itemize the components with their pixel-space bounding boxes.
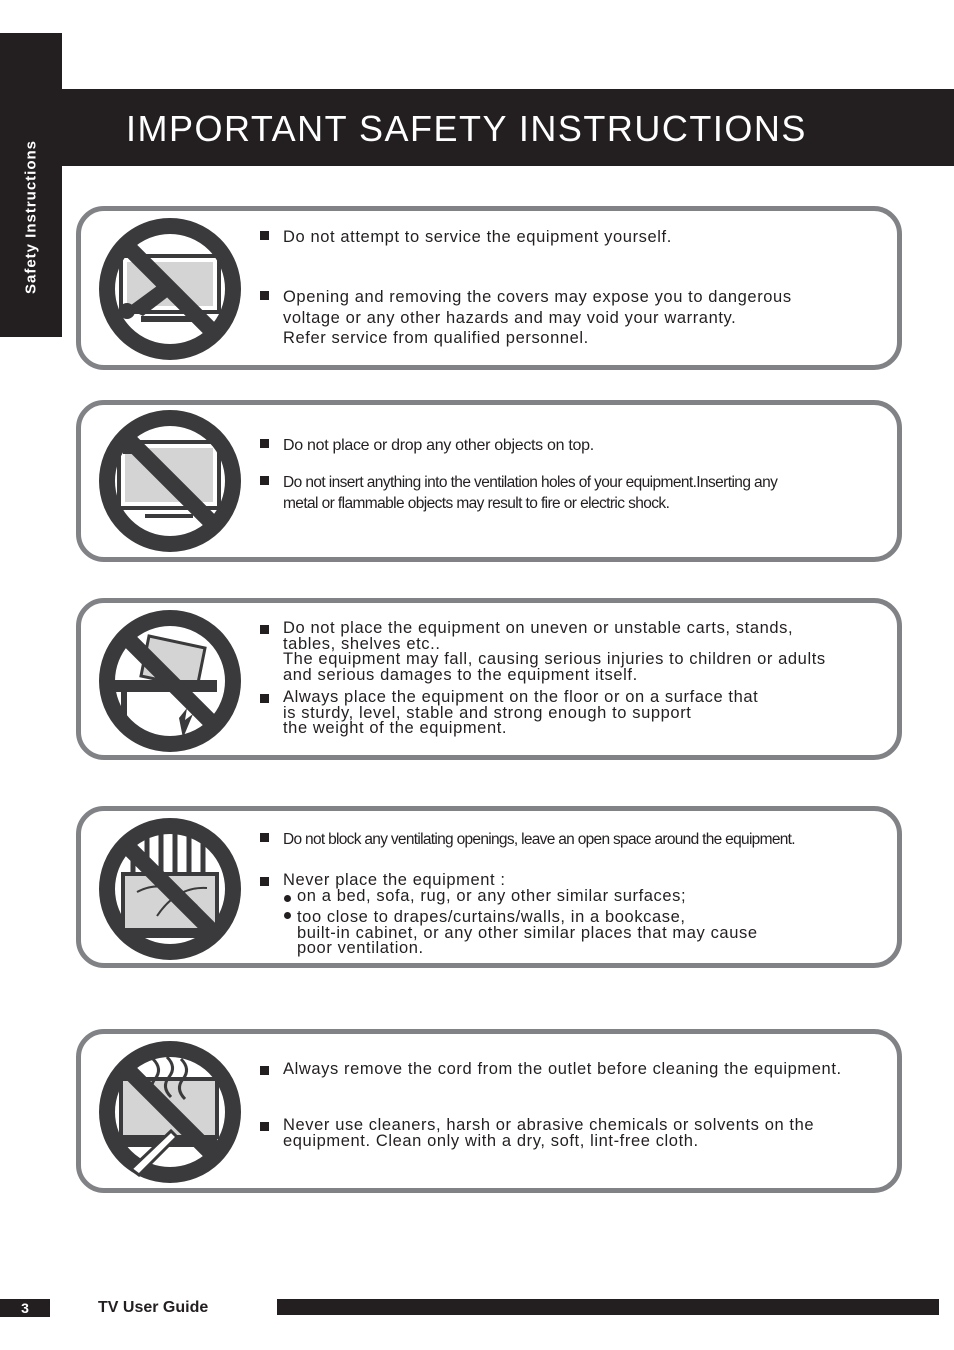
instruction-text: the weight of the equipment. (283, 719, 508, 737)
instruction-text: The equipment may fall, causing serious injuries to children or adults (283, 650, 826, 668)
instruction-text: tables, shelves etc.. (283, 634, 441, 653)
instruction-text: equipment. Clean only with a dry, soft, lint-free cloth. (283, 1131, 699, 1150)
safety-panel-ventilation (76, 806, 902, 968)
instruction-text: and serious damages to the equipment itself. (283, 665, 638, 684)
instruction-text: Always place the equipment on the floor or on a surface that (283, 688, 759, 706)
instruction-text: on a bed, sofa, rug, or any other similar surfaces; (297, 887, 687, 905)
no-harsh-cleaners-icon (97, 1039, 243, 1185)
no-blocked-ventilation-icon (97, 816, 243, 962)
instruction-text: too close to drapes/curtains/walls, in a bookcase, (297, 908, 686, 926)
bullet-icon (260, 1122, 269, 1131)
bullet-icon (260, 291, 269, 300)
instruction-text: metal or flammable objects may result to fire or electric shock. (283, 495, 670, 512)
instruction-text: Do not block any ventilating openings, leave an open space around the equipment. (283, 831, 795, 848)
dot-bullet-icon (284, 895, 291, 902)
instruction-text: Never use cleaners, harsh or abrasive chemicals or solvents on the (283, 1116, 815, 1134)
bullet-icon (260, 476, 269, 485)
safety-panel-service (76, 206, 902, 370)
bullet-icon (260, 439, 269, 448)
bullet-icon (260, 625, 269, 634)
instruction-text: Always remove the cord from the outlet before cleaning the equipment. (283, 1060, 842, 1078)
bullet-icon (260, 833, 269, 842)
bullet-icon (260, 877, 269, 886)
instruction-text: Do not insert anything into the ventilation holes of your equipment.Inserting any (283, 474, 778, 491)
page-title: IMPORTANT SAFETY INSTRUCTIONS (126, 108, 807, 149)
instruction-text: poor ventilation. (297, 939, 424, 957)
title-bar (62, 89, 954, 166)
footer-bar (277, 1299, 939, 1315)
instruction-text: Do not place the equipment on uneven or unstable carts, stands, (283, 619, 794, 637)
instruction-text: Do not place or drop any other objects on top. (283, 437, 594, 454)
bullet-icon (260, 694, 269, 703)
side-tab (0, 33, 62, 337)
side-tab-label: Safety Instructions (22, 139, 40, 295)
dot-bullet-icon (284, 912, 291, 919)
bullet-icon (260, 231, 269, 240)
instruction-text: Do not attempt to service the equipment yourself. (283, 228, 672, 246)
instruction-text: voltage or any other hazards and may void your warranty. (283, 308, 737, 327)
safety-panel-placement (76, 598, 902, 760)
instruction-text: Never place the equipment : (283, 871, 506, 889)
footer-title: TV User Guide (98, 1299, 209, 1316)
bullet-icon (260, 1066, 269, 1075)
no-unstable-surface-icon (97, 608, 243, 754)
instruction-text: built-in cabinet, or any other similar places that may cause (297, 923, 758, 942)
safety-panel-objects (76, 400, 902, 562)
no-objects-on-tv-icon (97, 408, 243, 554)
instruction-text: Opening and removing the covers may expose you to dangerous (283, 288, 792, 306)
instruction-text: Refer service from qualified personnel. (283, 329, 589, 347)
page-number: 3 (0, 1299, 50, 1317)
safety-panel-cleaning (76, 1029, 902, 1193)
no-service-tv-icon (97, 216, 243, 362)
instruction-text: is sturdy, level, stable and strong enough to support (283, 703, 692, 722)
